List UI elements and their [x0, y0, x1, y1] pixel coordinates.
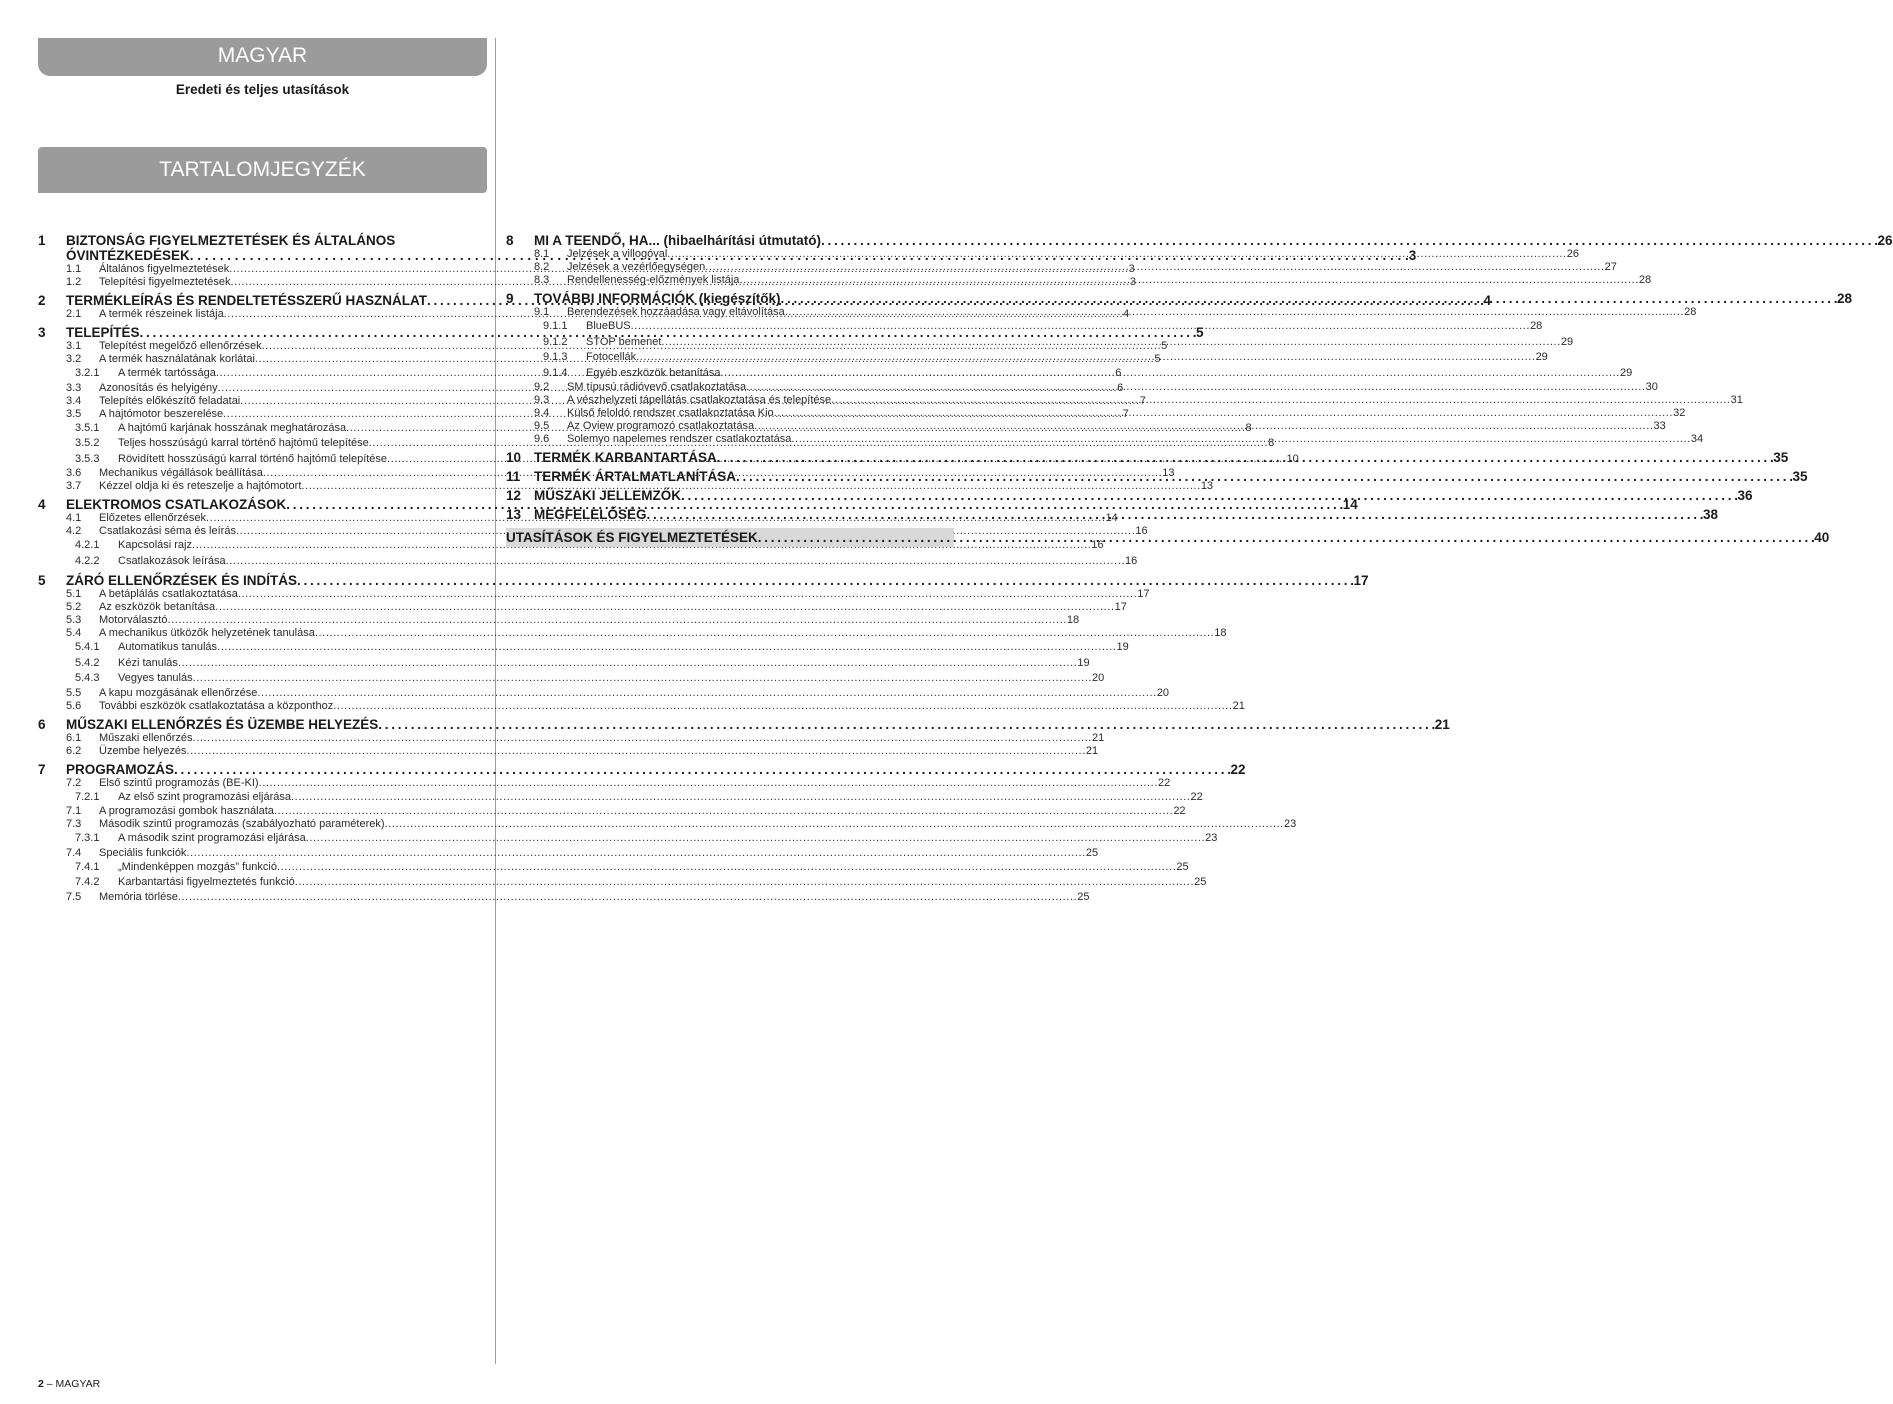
toc-entry-page: 27	[1604, 261, 1617, 273]
toc-entry-page: 7	[1122, 407, 1129, 420]
toc-entry-title: Az Oview programozó csatlakoztatása	[567, 420, 755, 432]
toc-leader-dots	[821, 233, 1878, 248]
language-title: MAGYAR	[217, 44, 308, 67]
toc-entry-number: 3.4	[66, 394, 82, 407]
toc-entry-title: MI A TEENDŐ, HA... (hibaelhárítási útmutató)	[534, 233, 822, 248]
toc-entry-title: Automatikus tanulás	[118, 641, 218, 653]
toc-leader-dots	[238, 588, 1137, 601]
toc-entry-title: Első szintű programozás (BE-KI)	[99, 776, 259, 789]
toc-entry-sub3	[38, 554, 1138, 570]
toc-entry-sub3	[506, 335, 1574, 351]
toc-leader-dots	[274, 805, 1173, 818]
toc-entry-sub	[506, 306, 1697, 319]
toc-leader-dots	[758, 530, 1815, 545]
toc-leader-dots	[295, 875, 1194, 891]
toc-entry-main	[506, 488, 1753, 503]
toc-entry-sub3	[506, 366, 1633, 382]
toc-leader-dots	[217, 640, 1116, 656]
toc-entry-number: 7.3	[66, 818, 82, 830]
toc-entry-number: 8.2	[534, 261, 550, 273]
toc-entry-page: 31	[1730, 394, 1743, 406]
toc-entry-title: Előzetes ellenőrzések	[99, 512, 207, 524]
toc-entry-title: A betáplálás csatlakoztatása	[99, 588, 238, 600]
toc-entry-page: 13	[1200, 480, 1214, 492]
toc-leader-dots	[193, 732, 1092, 745]
toc-entry-sub	[38, 588, 1150, 601]
toc-leader-dots	[774, 407, 1673, 420]
toc-entry-page: 33	[1653, 420, 1666, 432]
toc-entry-page: 17	[1114, 601, 1127, 613]
toc-entry-number: 5.3	[66, 614, 82, 626]
toc-entry-sub3	[506, 319, 1543, 335]
toc-entry-title: Rendellenesség-előzmények listája	[567, 274, 740, 286]
toc-entry-page: 19	[1077, 656, 1090, 669]
toc-entry-title: Telepítési figyelmeztetések	[99, 276, 231, 288]
toc-leader-dots	[167, 614, 1066, 627]
toc-entry-title: A mechanikus ütközők helyzetének tanulása	[99, 627, 315, 639]
toc-entry-title: Csatlakozási séma és leírás	[99, 525, 236, 537]
toc-entry-title: BIZTONSÁG FIGYELMEZTETÉSEK ÉS ÁLTALÁNOS	[66, 233, 396, 248]
toc-entry-number: 7.4	[66, 846, 82, 859]
toc-leader-dots	[831, 394, 1730, 407]
toc-entry-page: 30	[1645, 381, 1658, 393]
toc-leader-dots	[681, 488, 1738, 503]
toc-entry-page: 5	[1154, 353, 1161, 365]
toc-entry-page: 21	[1085, 744, 1099, 757]
toc-entry-number: 9.2	[534, 381, 550, 393]
toc-entry-title: Jelzések a vezérlőegységen	[567, 261, 706, 273]
toc-entry-page: 22	[1230, 761, 1246, 777]
toc-leader-dots	[259, 777, 1158, 790]
toc-entry-title: Karbantartási figyelmeztetés funkció	[118, 876, 295, 888]
toc-leader-dots	[215, 601, 1114, 614]
toc-leader-dots	[739, 274, 1638, 287]
toc-entry-number: 7.3.1	[75, 832, 100, 844]
toc-entry-title: A hajtómotor beszerelése	[99, 407, 224, 420]
toc-entry-page: 35	[1773, 450, 1789, 465]
toc-entry-title: ZÁRÓ ELLENŐRZÉSEK ÉS INDÍTÁS	[66, 573, 298, 588]
toc-entry-title: Külső feloldó rendszer csatlakoztatása Kio	[567, 407, 774, 419]
toc-entry-number: 3.7	[66, 480, 82, 492]
toc-entry-title: Rövidített hosszúságú karral történő hajtómű telepítése	[118, 452, 388, 465]
toc-entry-page: 16	[1125, 554, 1138, 567]
toc-entry-page: 29	[1560, 335, 1574, 348]
toc-leader-dots	[647, 507, 1704, 522]
toc-entry-page: 26	[1566, 248, 1579, 260]
toc-entry-number: 4.2.2	[75, 554, 100, 567]
toc-entry-page: 14	[1105, 512, 1118, 524]
toc-leader-dots	[781, 291, 1838, 306]
toc-entry-title: Vegyes tanulás	[118, 672, 193, 684]
toc-entry-title: SM típusú rádióvevő csatlakoztatása	[567, 381, 747, 393]
toc-entry-sub3	[506, 350, 1548, 366]
toc-entry-sub	[38, 805, 1186, 818]
toc-entry-page: 40	[1814, 530, 1830, 545]
toc-entry-title: Kézi tanulás	[118, 656, 178, 669]
toc-entry-number: 5.4	[66, 627, 82, 639]
toc-entry-number: 5.4.1	[75, 641, 100, 653]
toc-entry-title: STOP bemenet	[586, 335, 662, 348]
toc-entry-title: UTASÍTÁSOK ÉS FIGYELMEZTETÉSEK	[506, 530, 758, 545]
toc-entry-number: 4	[38, 497, 46, 512]
toc-entry-number: 9.1.2	[543, 335, 568, 348]
toc-entry-page: 4	[1123, 308, 1130, 320]
toc-entry-page: 34	[1690, 433, 1704, 445]
toc-entry-title: Mechanikus végállások beállítása	[99, 467, 263, 479]
toc-entry-number: 3.2	[66, 353, 82, 365]
toc-entry-page: 26	[1877, 233, 1893, 248]
toc-title: TARTALOMJEGYZÉK	[159, 158, 366, 181]
toc-entry-number: 1	[38, 233, 46, 248]
toc-entry-number: 4.2	[66, 525, 82, 537]
toc-entry-title: Teljes hosszúságú karral történő hajtómű telepítése	[118, 437, 369, 449]
footer-label: – MAGYAR	[46, 1378, 101, 1390]
toc-entry-number: 12	[506, 488, 522, 503]
toc-entry-page: 4	[1483, 293, 1492, 308]
toc-entry-title: A vészhelyzeti tápellátás csatlakoztatása és telepítése	[567, 394, 832, 406]
toc-entry-number: 1.2	[66, 276, 82, 288]
toc-entry-page: 20	[1092, 672, 1105, 684]
document-subtitle: Eredeti és teljes utasítások	[175, 82, 350, 97]
toc-entry-number: 3.6	[66, 467, 82, 479]
toc-entry-title: Berendezések hozzáadása vagy eltávolítása	[567, 306, 785, 318]
toc-entry-page: 6	[1117, 381, 1124, 394]
toc-entry-number: 5.6	[66, 699, 82, 712]
toc-entry-number: 6.2	[66, 744, 82, 757]
toc-entry-title: Jelzések a villogóval	[567, 248, 668, 260]
toc-entry-title: További eszközök csatlakoztatása a központhoz	[99, 699, 334, 712]
footer-page-number: 2	[38, 1378, 44, 1390]
toc-entry-main	[38, 497, 1358, 512]
toc-entry-sub	[506, 433, 1704, 446]
toc-entry-sub3	[38, 671, 1105, 687]
toc-entry-number: 7.1	[66, 805, 82, 817]
toc-entry-page: 25	[1077, 890, 1090, 903]
toc-entry-page: 16	[1135, 525, 1148, 537]
toc-entry-title: Csatlakozások leírása	[118, 554, 226, 567]
toc-entry-sub	[38, 731, 1105, 745]
toc-entry-number: 5.4.3	[75, 672, 100, 684]
toc-leader-dots	[785, 306, 1684, 319]
toc-entry-page: 28	[1684, 306, 1697, 318]
toc-entry-title: Általános figyelmeztetések	[99, 263, 230, 275]
toc-entry-title: Az eszközök betanítása	[99, 601, 216, 613]
toc-entry-title: TERMÉKLEÍRÁS ÉS RENDELTETÉSSZERŰ HASZNÁLAT	[66, 293, 428, 308]
toc-leader-dots	[721, 366, 1620, 382]
toc-entry-title: ÓVINTÉZKEDÉSEK	[66, 248, 190, 263]
toc-leader-dots	[705, 261, 1604, 274]
toc-entry-page: 36	[1737, 488, 1753, 503]
toc-entry-page: 25	[1085, 846, 1099, 859]
toc-entry-sub	[38, 601, 1127, 614]
toc-entry-sub	[38, 699, 1245, 713]
toc-entry-number: 9.1	[534, 306, 550, 318]
toc-entry-number: 3.5.3	[75, 452, 100, 465]
toc-entry-number: 9.1.4	[543, 366, 568, 379]
toc-entry-page: 32	[1673, 407, 1686, 419]
toc-entry-sub	[38, 480, 1214, 493]
toc-entry-page: 23	[1283, 818, 1297, 830]
toc-entry-page: 19	[1116, 641, 1129, 653]
toc-entry-number: 3	[38, 325, 46, 340]
toc-entry-page: 25	[1194, 876, 1207, 888]
toc-entry-title: BlueBUS	[586, 320, 631, 332]
toc-entry-title: A termék tartóssága	[118, 367, 216, 379]
toc-entry-page: 6	[1115, 367, 1122, 379]
toc-entry-sub	[38, 846, 1099, 860]
toc-entry-title: TELEPÍTÉS	[66, 325, 140, 340]
toc-entry-number: 3.5.2	[75, 437, 100, 449]
toc-entry-title: Második szintű programozás (szabályozható paraméterek)	[99, 818, 385, 830]
toc-entry-page: 5	[1196, 325, 1204, 340]
toc-leader-dots	[667, 248, 1566, 261]
toc-entry-sub3	[38, 656, 1090, 672]
toc-entry-number: 8.1	[534, 248, 550, 260]
toc-entry-title: Telepítést megelőző ellenőrzések	[99, 340, 262, 352]
toc-leader-dots	[178, 656, 1077, 672]
toc-entry-sub3	[38, 875, 1207, 891]
toc-entry-sub	[38, 890, 1090, 904]
toc-entry-title: A programozási gombok használata	[99, 805, 274, 817]
toc-entry-page: 8	[1245, 421, 1252, 434]
toc-entry-page: 29	[1535, 351, 1548, 363]
page-footer	[38, 1378, 100, 1390]
toc-entry-title: A második szint programozási eljárása	[118, 832, 306, 844]
toc-entry-number: 10	[506, 450, 522, 465]
language-banner	[38, 38, 487, 76]
toc-entry-sub	[506, 248, 1579, 261]
toc-entry-sub3	[38, 538, 1104, 554]
toc-leader-dots	[306, 831, 1205, 847]
toc-entry-title: Kézzel oldja ki és reteszelje a hajtómotort	[99, 480, 302, 492]
toc-entry-number: 3.3	[66, 381, 82, 394]
toc-entry-number: 5.4.2	[75, 656, 100, 669]
toc-entry-sub3	[38, 860, 1189, 876]
toc-entry-main	[38, 761, 1246, 777]
toc-entry-page: 17	[1353, 573, 1369, 588]
toc-entry-page: 20	[1156, 686, 1170, 699]
toc-leader-dots	[736, 469, 1793, 484]
toc-entry-page: 21	[1091, 731, 1105, 744]
toc-entry-page: 38	[1703, 507, 1719, 522]
toc-leader-dots	[661, 335, 1560, 351]
toc-entry-title: A hajtómű karjának hosszának meghatározása	[118, 421, 347, 434]
toc-entry-number: 9.5	[534, 420, 550, 432]
toc-entry-number: 7.2	[66, 776, 82, 789]
toc-entry-main	[38, 233, 484, 248]
toc-entry-page: 7	[1139, 394, 1146, 407]
toc-entry-main	[506, 450, 1789, 465]
toc-leader-dots	[631, 319, 1530, 335]
toc-entry-number: 2.1	[66, 308, 82, 320]
toc-leader-dots	[297, 573, 1354, 588]
toc-leader-dots	[754, 420, 1653, 433]
toc-entry-sub3	[38, 831, 1218, 847]
toc-entry-title: MŰSZAKI JELLEMZŐK	[534, 488, 681, 503]
toc-leader-dots	[385, 818, 1284, 831]
toc-entry-title: Egyéb eszközök betanítása	[586, 366, 721, 379]
toc-entry-sub	[38, 614, 1080, 627]
toc-entry-sub	[506, 394, 1743, 407]
toc-entry-page: 3	[1129, 276, 1136, 288]
toc-entry-page: 5	[1161, 340, 1168, 352]
toc-entry-number: 3.5	[66, 407, 82, 420]
toc-entry-number: 5.5	[66, 686, 82, 699]
toc-entry-main	[38, 573, 1369, 588]
toc-entry-number: 5.1	[66, 588, 82, 600]
toc-leader-dots	[193, 671, 1092, 687]
toc-entry-number: 3.1	[66, 340, 82, 352]
toc-entry-number: 9.6	[534, 433, 550, 445]
toc-entry-number: 9	[506, 291, 514, 306]
toc-entry-sub	[506, 381, 1658, 394]
toc-entry-title: Műszaki ellenőrzés	[99, 731, 193, 744]
toc-leader-dots	[226, 554, 1125, 570]
toc-entry-number: 4.1	[66, 512, 82, 524]
toc-entry-number: 9.4	[534, 407, 550, 419]
toc-entry-sub	[38, 627, 1227, 640]
toc-entry-sub	[38, 744, 1099, 758]
toc-entry-number: 5.2	[66, 601, 82, 613]
toc-leader-dots	[174, 762, 1231, 777]
toc-entry-title: MŰSZAKI ELLENŐRZÉS ÉS ÜZEMBE HELYEZÉS	[66, 716, 379, 732]
toc-entry-title: Üzembe helyezés	[99, 744, 187, 757]
toc-entry-page: 28	[1638, 274, 1652, 286]
toc-entry-title: Telepítés előkészítő feladatai	[99, 394, 241, 407]
toc-entry-page: 3	[1408, 248, 1417, 263]
toc-entry-title: TOVÁBBI INFORMÁCIÓK (kiegészítők)	[534, 291, 781, 306]
toc-entry-page: 21	[1232, 699, 1245, 712]
toc-entry-number: 6	[38, 716, 46, 732]
toc-entry-number: 9.1.3	[543, 351, 568, 363]
toc-leader-dots	[636, 350, 1535, 366]
toc-entry-page: 8	[1268, 437, 1275, 449]
toc-entry-sub	[38, 818, 1297, 831]
toc-banner	[38, 147, 487, 193]
toc-entry-page: 22	[1190, 790, 1203, 803]
toc-entry-title: MEGFELELŐSÉG	[534, 507, 647, 522]
toc-entry-sub	[506, 274, 1652, 287]
toc-entry-sub3	[38, 790, 1203, 806]
toc-entry-number: 1.1	[66, 263, 82, 275]
toc-leader-dots	[186, 745, 1085, 758]
toc-entry-number: 8.3	[534, 274, 550, 286]
toc-entry-title: Az első szint programozási eljárása	[118, 790, 292, 803]
toc-entry-number: 3.5.1	[75, 421, 100, 434]
toc-entry-page: 22	[1157, 776, 1171, 789]
toc-entry-title: TERMÉK ÁRTALMATLANÍTÁSA	[534, 469, 736, 484]
toc-leader-dots	[378, 717, 1435, 732]
toc-entry-number: 7.4.1	[75, 860, 100, 873]
toc-entry-title: Solemyo napelemes rendszer csatlakoztatása	[567, 433, 792, 445]
toc-entry-page: 17	[1137, 588, 1150, 600]
toc-entry-page: 3	[1128, 263, 1135, 275]
toc-entry-page: 29	[1619, 366, 1633, 379]
toc-entry-title: Fotocellák	[586, 351, 637, 363]
toc-entry-number: 5	[38, 573, 46, 588]
toc-entry-sub	[506, 261, 1617, 274]
toc-entry-sub3	[38, 640, 1129, 656]
toc-entry-page: 10	[1286, 452, 1299, 465]
toc-entry-title: Azonosítás és helyigény	[99, 381, 218, 394]
toc-entry-page: 25	[1176, 860, 1189, 873]
toc-entry-sub	[506, 420, 1666, 433]
toc-entry-main	[506, 233, 1893, 248]
toc-entry-page: 23	[1205, 832, 1218, 844]
toc-entry-title: A termék részeinek listája	[99, 308, 224, 320]
toc-entry-number: 7.4.2	[75, 876, 100, 888]
toc-entry-number: 6.1	[66, 731, 82, 744]
toc-entry-page: 28	[1530, 320, 1543, 332]
toc-entry-number: 13	[506, 507, 522, 522]
toc-leader-dots	[791, 433, 1690, 446]
toc-entry-number: 7.5	[66, 890, 82, 903]
toc-entry-sub	[506, 407, 1686, 420]
toc-leader-dots	[315, 627, 1214, 640]
toc-entry-page: 22	[1173, 805, 1186, 817]
toc-entry-sub	[38, 686, 1170, 700]
toc-entry-number: 9.1.1	[543, 320, 568, 332]
toc-entry-number: 2	[38, 293, 46, 308]
toc-entry-page: 13	[1162, 467, 1175, 479]
toc-leader-dots	[186, 847, 1085, 860]
toc-entry-title: ELEKTROMOS CSATLAKOZÁSOK	[66, 497, 287, 512]
toc-entry-title: Memória törlése	[99, 890, 178, 903]
toc-entry-title: Motorválasztó	[99, 614, 168, 626]
toc-entry-main	[38, 716, 1450, 732]
toc-entry-main	[506, 291, 1853, 306]
toc-entry-page: 14	[1342, 497, 1358, 512]
toc-entry-number: 8	[506, 233, 514, 248]
toc-entry-number: 4.2.1	[75, 539, 100, 551]
toc-entry-number: 7.2.1	[75, 790, 100, 803]
toc-entry-page: 21	[1434, 716, 1450, 732]
toc-entry-title: Speciális funkciók	[99, 846, 187, 859]
toc-leader-dots	[291, 790, 1190, 806]
toc-entry-title: TERMÉK KARBANTARTÁSA	[534, 450, 717, 465]
toc-entry-number: 7	[38, 761, 46, 777]
toc-entry-number: 3.2.1	[75, 367, 100, 379]
toc-entry-title: A termék használatának korlátai	[99, 353, 255, 365]
toc-entry-title: PROGRAMOZÁS	[66, 761, 174, 777]
toc-leader-dots	[746, 381, 1645, 394]
toc-entry-page: 18	[1214, 627, 1227, 639]
toc-entry-page: 35	[1792, 469, 1808, 484]
toc-entry-page: 18	[1066, 614, 1080, 626]
toc-leader-dots	[277, 860, 1176, 876]
toc-entry-number: 9.3	[534, 394, 550, 406]
toc-entry-sub	[38, 776, 1171, 790]
toc-entry-title: Kapcsolási rajz	[118, 539, 192, 551]
toc-entry-page: 16	[1091, 539, 1104, 551]
toc-leader-dots	[178, 891, 1077, 904]
toc-entry-title: „Mindenképpen mozgás” funkció	[118, 860, 277, 873]
toc-entry-title: A kapu mozgásának ellenőrzése	[99, 686, 258, 699]
toc-entry-number: 11	[506, 469, 521, 484]
toc-leader-dots	[257, 687, 1156, 700]
toc-leader-dots	[333, 700, 1232, 713]
toc-leader-dots	[717, 450, 1774, 465]
toc-entry-page: 28	[1837, 291, 1853, 306]
